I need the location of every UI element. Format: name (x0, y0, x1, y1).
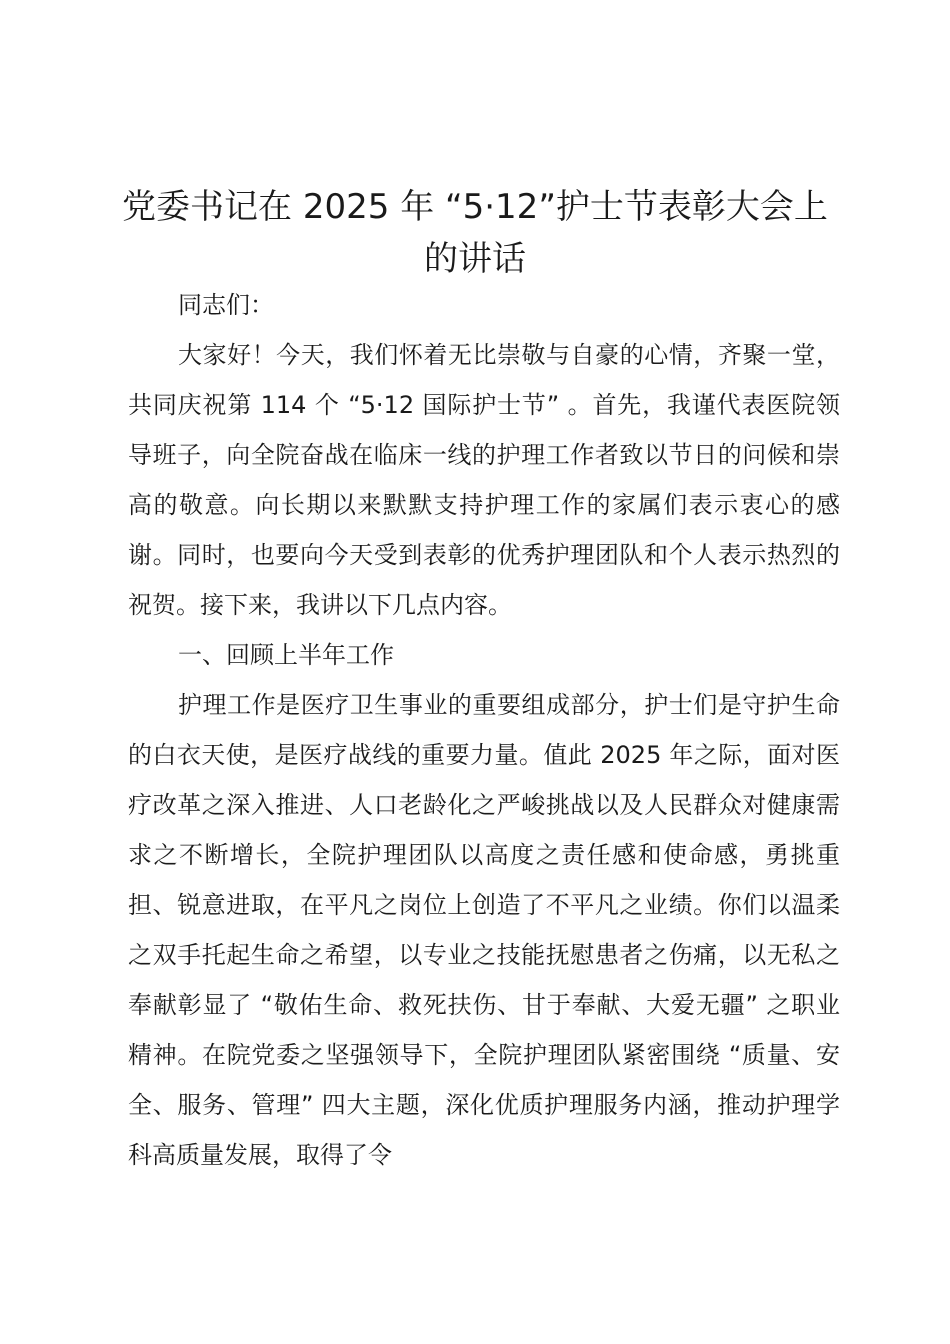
document-body (128, 280, 840, 1180)
section-heading: 一、回顾上半年工作 (178, 641, 394, 669)
salutation: 同志们： (178, 291, 274, 319)
opening-paragraph: 大家好！今天，我们怀着无比崇敬与自豪的心情，齐聚一堂，共同庆祝第 114 个 “5·12 国际护士节” 。首先，我谨代表医院领导班子，向全院奋战在临床一线的护理工作者致以节日的问候和崇高的敬意。向长期以来默默支持护理工作的家属们表示衷心的感谢。同时，也要向今天受到表彰的优秀护理团队和个人表示热烈的祝贺。接下来，我讲以下几点内容。 (128, 341, 840, 619)
section-paragraph: 护理工作是医疗卫生事业的重要组成部分，护士们是守护生命的白衣天使，是医疗战线的重要力量。值此 2025 年之际，面对医疗改革之深入推进、人口老龄化之严峻挑战以及人民群众对健康需求之不断增长，全院护理团队以高度之责任感和使命感，勇挑重担、锐意进取，在平凡之岗位上创造了不平凡之业绩。你们以温柔之双手托起生命之希望，以专业之技能抚慰患者之伤痛，以无私之奉献彰显了 “敬佑生命、救死扶伤、甘于奉献、大爱无疆” 之职业精神。在院党委之坚强领导下，全院护理团队紧密围绕 “质量、安全、服务、管理” 四大主题，深化优质护理服务内涵，推动护理学科高质量发展，取得了令 (128, 691, 840, 1169)
document-title: 党委书记在 2025 年 “5·12”护士节表彰大会上的讲话 (122, 187, 828, 279)
